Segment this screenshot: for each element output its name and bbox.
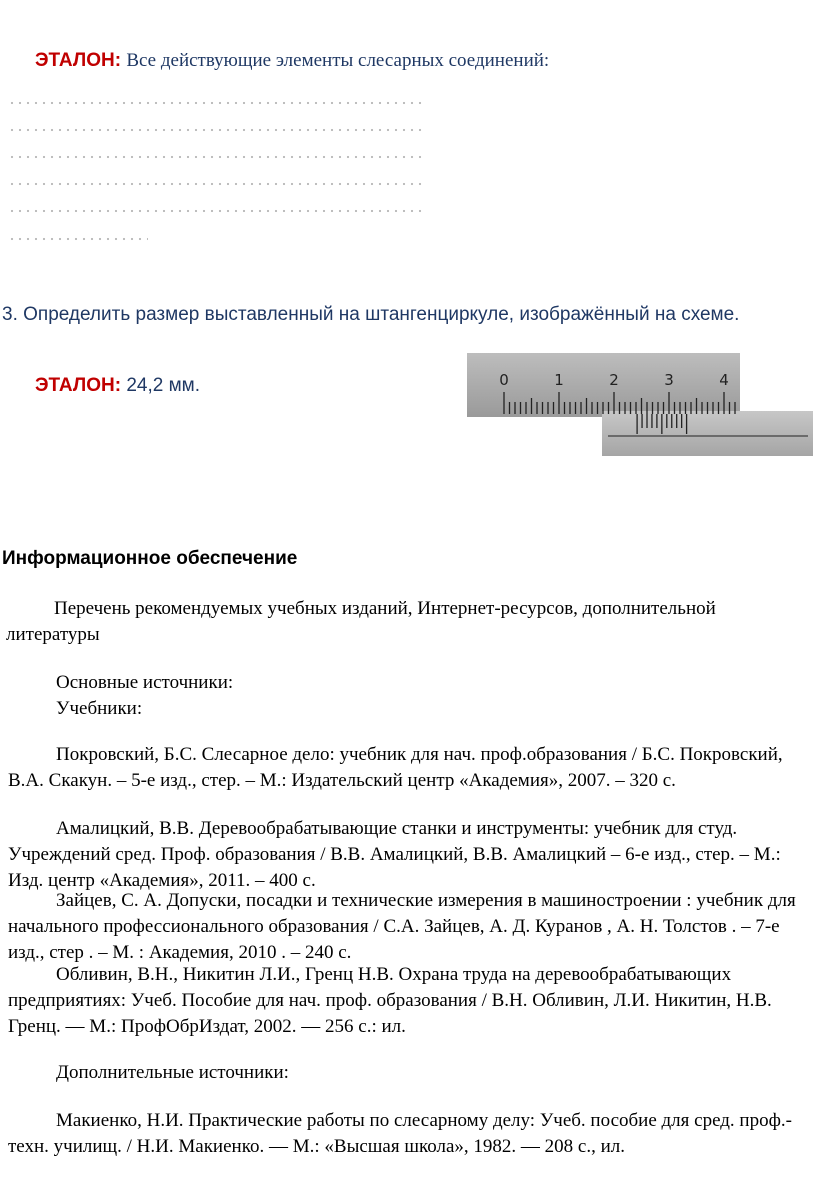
reference-1: Покровский, Б.С. Слесарное дело: учебник для нач. проф.образования / Б.С. Покровский, В.А. Скакун. – 5-е изд., стер. – М.: Издательский центр «Академия», 2007. – 320 с.	[8, 744, 783, 791]
main-scale-label: 0	[499, 371, 509, 389]
answer-1-label: ЭТАЛОН:	[35, 50, 122, 71]
answer-3-label: ЭТАЛОН:	[35, 375, 122, 396]
main-sources-label: Основные источники:	[56, 672, 234, 693]
reference-2: Амалицкий, В.В. Деревообрабатывающие станки и инструменты: учебник для студ. Учреждений сред. Проф. образования / В.В. Амалицкий, В.В. Амалицкий – 6-е изд., стер. – М.: Изд. центр «Академия», 2011. – 400 с.	[8, 818, 781, 891]
caliper-svg	[0, 0, 816, 470]
answer-1-text: Все действующие элементы слесарных соединений:	[126, 50, 550, 71]
answer-3-value: 24,2 мм.	[126, 375, 200, 396]
main-scale-label: 4	[719, 371, 729, 389]
reference-3: Зайцев, С. А. Допуски, посадки и технические измерения в машиностроении : учебник для начального профессионального образования / С.А. Зайцев, А. Д. Куранов , А. Н. Толстов . – 7-е изд., стер . – М. : Академия, 2010 . – 240 с.	[8, 890, 796, 963]
info-intro: Перечень рекомендуемых учебных изданий, Интернет-ресурсов, дополнительной литературы	[6, 598, 716, 645]
info-heading: Информационное обеспечение	[2, 548, 298, 569]
additional-sources-label: Дополнительные источники:	[56, 1062, 289, 1083]
main-scale-label: 3	[664, 371, 674, 389]
main-scale-label: 1	[554, 371, 564, 389]
main-scale-label: 2	[609, 371, 619, 389]
question-3: 3. Определить размер выставленный на штангенциркуле, изображённый на схеме.	[2, 304, 740, 325]
textbooks-label: Учебники:	[56, 698, 143, 719]
additional-reference-1: Макиенко, Н.И. Практические работы по слесарному делу: Учеб. пособие для сред. проф.-техн. училищ. / Н.И. Макиенко. — М.: «Высшая школа», 1982. — 208 с., ил.	[8, 1110, 792, 1157]
reference-4: Обливин, В.Н., Никитин Л.И., Гренц Н.В. Охрана труда на деревообрабатывающих предприятиях: Учеб. Пособие для нач. проф. образования / В.Н. Обливин, Л.И. Никитин, Н.В. Гренц. — М.: ПрофОбрИздат, 2002. — 256 с.: ил.	[8, 964, 772, 1037]
